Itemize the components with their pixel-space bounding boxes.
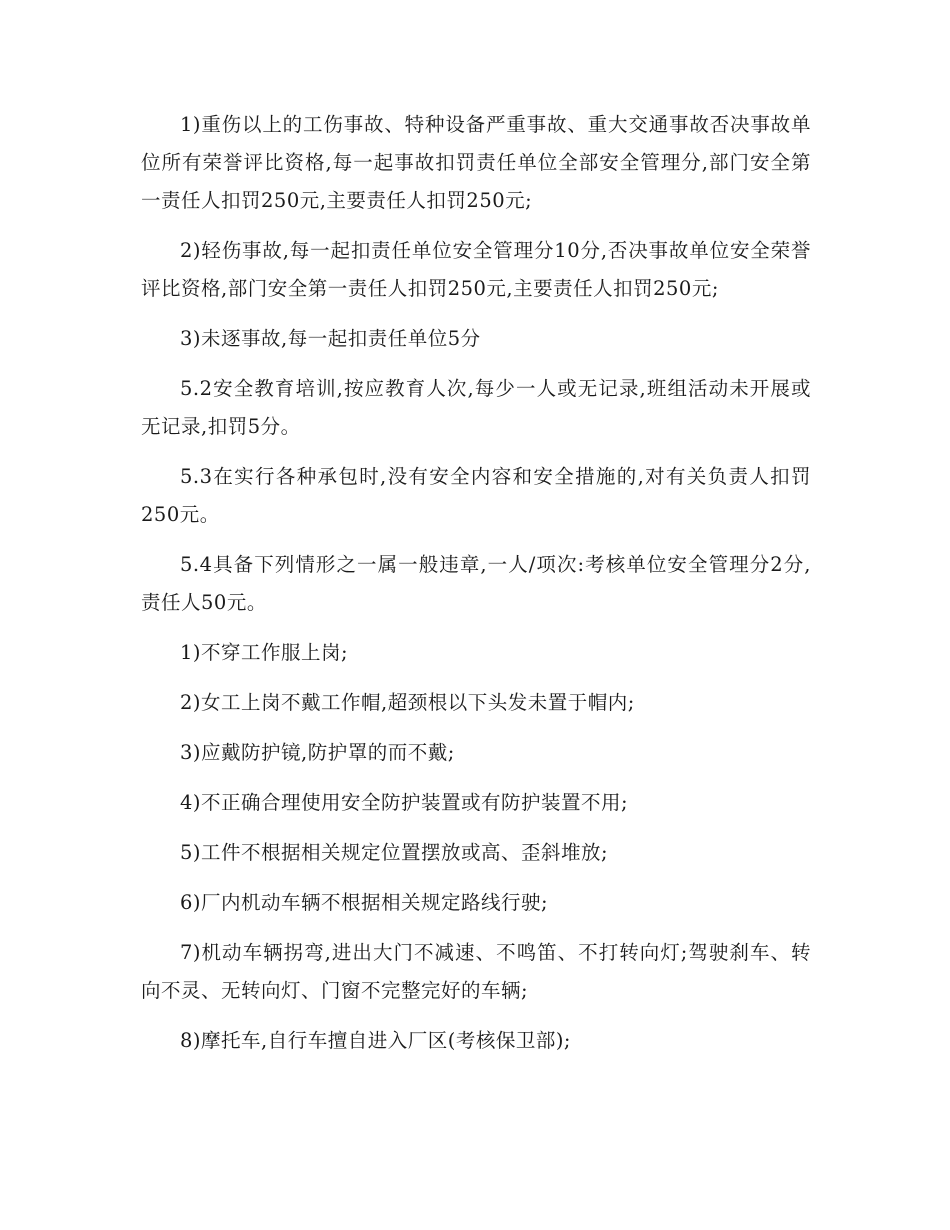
paragraph-section-5-3: 5.3在实行各种承包时,没有安全内容和安全措施的,对有关负责人扣罚250元。 (141, 465, 811, 526)
list-item-3: 3)应戴防护镜,防护罩的而不戴; (180, 741, 455, 764)
list-item-7: 7)机动车辆拐弯,进出大门不减速、不鸣笛、不打转向灯;驾驶刹车、转向不灵、无转向灯、门窗不完整完好的车辆; (141, 941, 811, 1002)
paragraph-section-5-4: 5.4具备下列情形之一属一般违章,一人/项次:考核单位安全管理分2分,责任人50元。 (141, 553, 811, 614)
list-item-8: 8)摩托车,自行车擅自进入厂区(考核保卫部); (180, 1029, 571, 1052)
list-item-5: 5)工件不根据相关规定位置摆放或高、歪斜堆放; (180, 841, 609, 864)
list-item-4: 4)不正确合理使用安全防护装置或有防护装置不用; (180, 791, 629, 814)
list-item-1: 1)不穿工作服上岗; (180, 641, 349, 664)
paragraph-attempted-accident: 3)未逐事故,每一起扣责任单位5分 (180, 327, 481, 350)
list-item-2: 2)女工上岗不戴工作帽,超颈根以下头发未置于帽内; (180, 691, 635, 714)
paragraph-serious-injury-accident: 1)重伤以上的工伤事故、特种设备严重事故、重大交通事故否决事故单位所有荣誉评比资格,每一起事故扣罚责任单位全部安全管理分,部门安全第一责任人扣罚250元,主要责任人扣罚250元; (141, 113, 811, 212)
list-item-6: 6)厂内机动车辆不根据相关规定路线行驶; (180, 891, 549, 914)
paragraph-minor-injury-accident: 2)轻伤事故,每一起扣责任单位安全管理分10分,否决事故单位安全荣誉评比资格,部门安全第一责任人扣罚250元,主要责任人扣罚250元; (141, 239, 811, 300)
paragraph-section-5-2: 5.2安全教育培训,按应教育人次,每少一人或无记录,班组活动未开展或无记录,扣罚5分。 (141, 377, 811, 438)
document-page (141, 106, 811, 1072)
